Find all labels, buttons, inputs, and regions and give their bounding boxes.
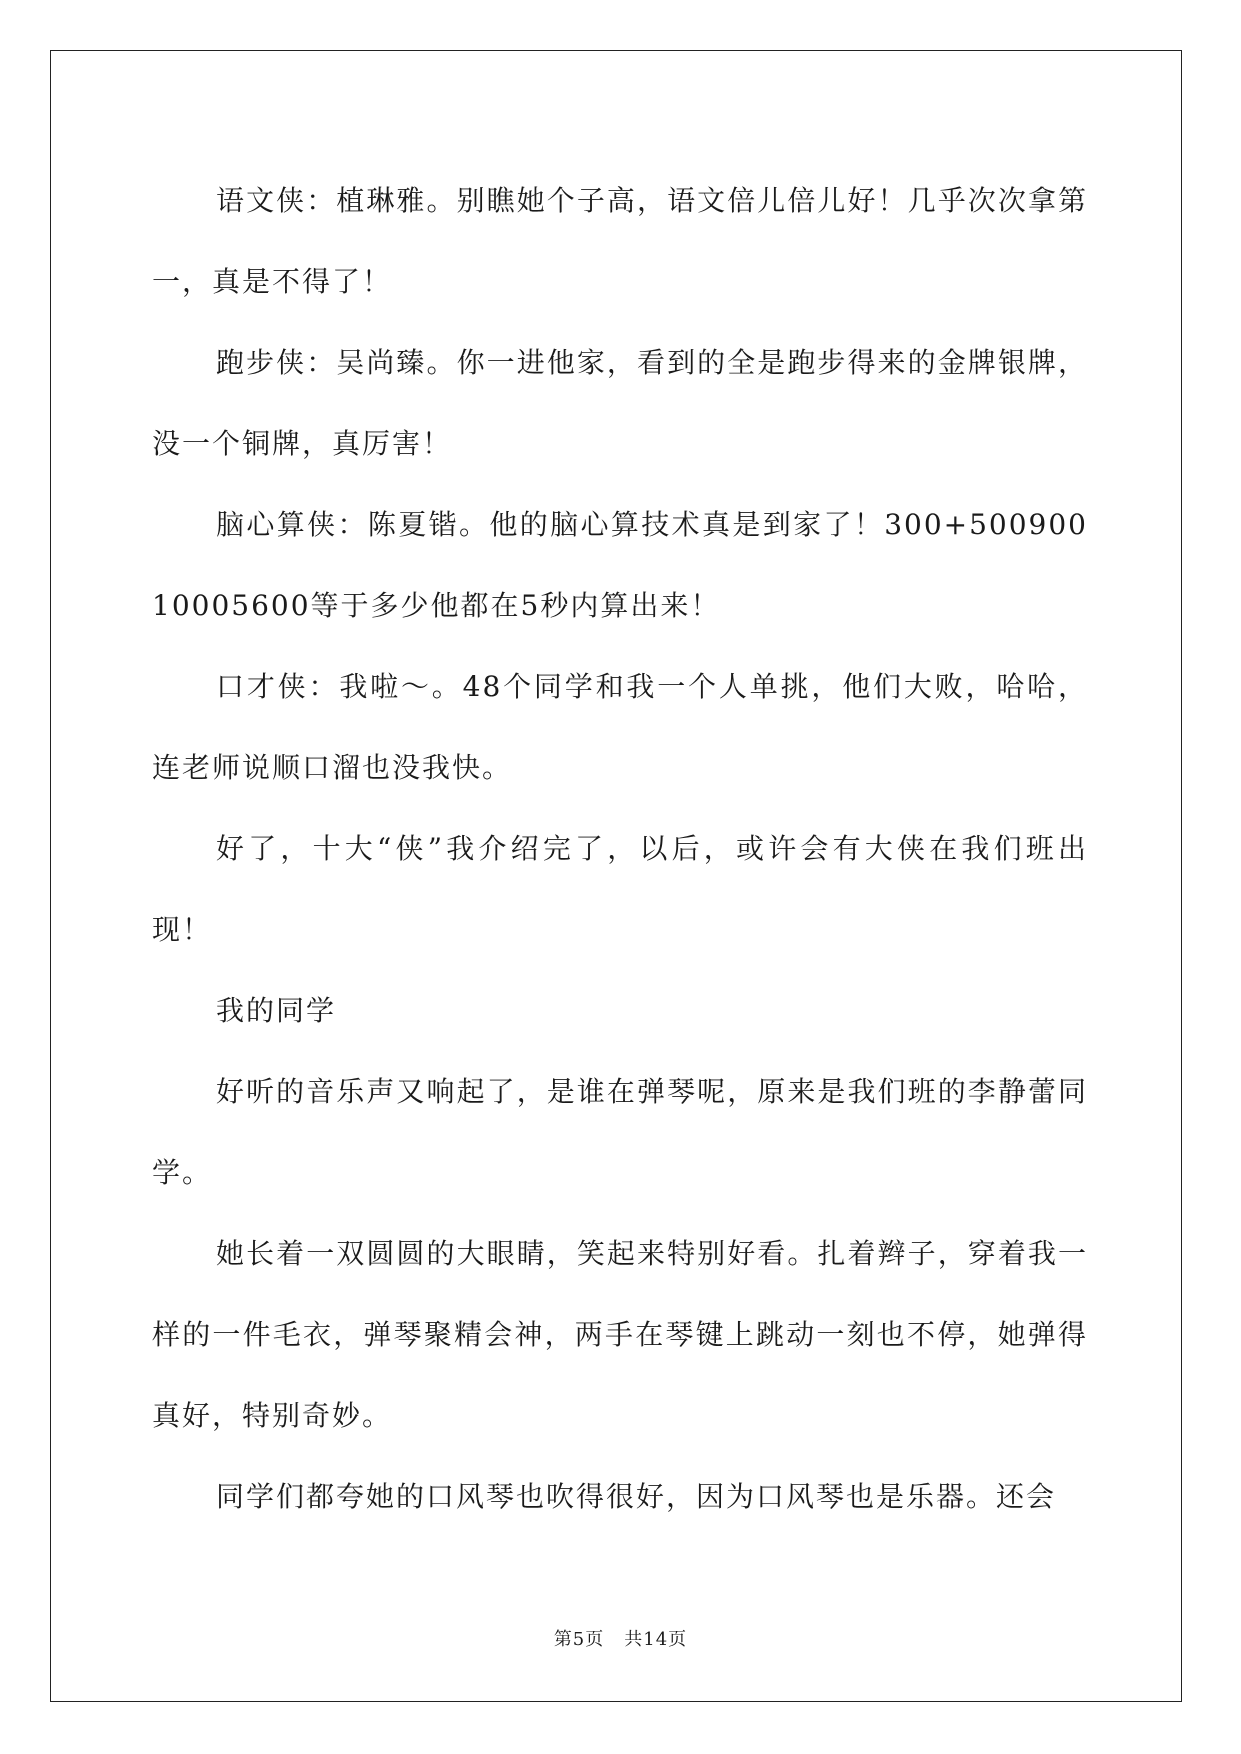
page-number: 第5页 bbox=[553, 1629, 605, 1650]
paragraph-running-hero: 跑步侠：吴尚臻。你一进他家，看到的全是跑步得来的金牌银牌，没一个铜牌，真厉害！ bbox=[152, 346, 1088, 460]
paragraph-music: 好听的音乐声又响起了，是谁在弹琴呢，原来是我们班的李静蕾同学。 bbox=[152, 1075, 1088, 1189]
paragraph-harmonica: 同学们都夸她的口风琴也吹得很好，因为口风琴也是乐器。还会 bbox=[216, 1480, 1057, 1513]
section-title: 我的同学 bbox=[216, 994, 337, 1027]
paragraph-eloquence-hero: 口才侠：我啦～。48个同学和我一个人单挑，他们大败，哈哈，连老师说顺口溜也没我快。 bbox=[152, 670, 1088, 784]
page-footer bbox=[0, 1628, 1241, 1652]
paragraph-description: 她长着一双圆圆的大眼睛，笑起来特别好看。扎着辫子，穿着我一样的一件毛衣，弹琴聚精会神，两手在琴键上跳动一刻也不停，她弹得真好，特别奇妙。 bbox=[152, 1237, 1088, 1432]
paragraph-mental-math-hero: 脑心算侠：陈夏锴。他的脑心算技术真是到家了！300+50090010005600等于多少他都在5秒内算出来！ bbox=[152, 508, 1088, 622]
page-total: 共14页 bbox=[624, 1629, 688, 1650]
document-body bbox=[152, 160, 1088, 1537]
paragraph-chinese-hero: 语文侠：植琳雅。别瞧她个子高，语文倍儿倍儿好！几乎次次拿第一，真是不得了！ bbox=[152, 184, 1088, 298]
paragraph-conclusion: 好了，十大“侠”我介绍完了，以后，或许会有大侠在我们班出现！ bbox=[152, 832, 1088, 946]
